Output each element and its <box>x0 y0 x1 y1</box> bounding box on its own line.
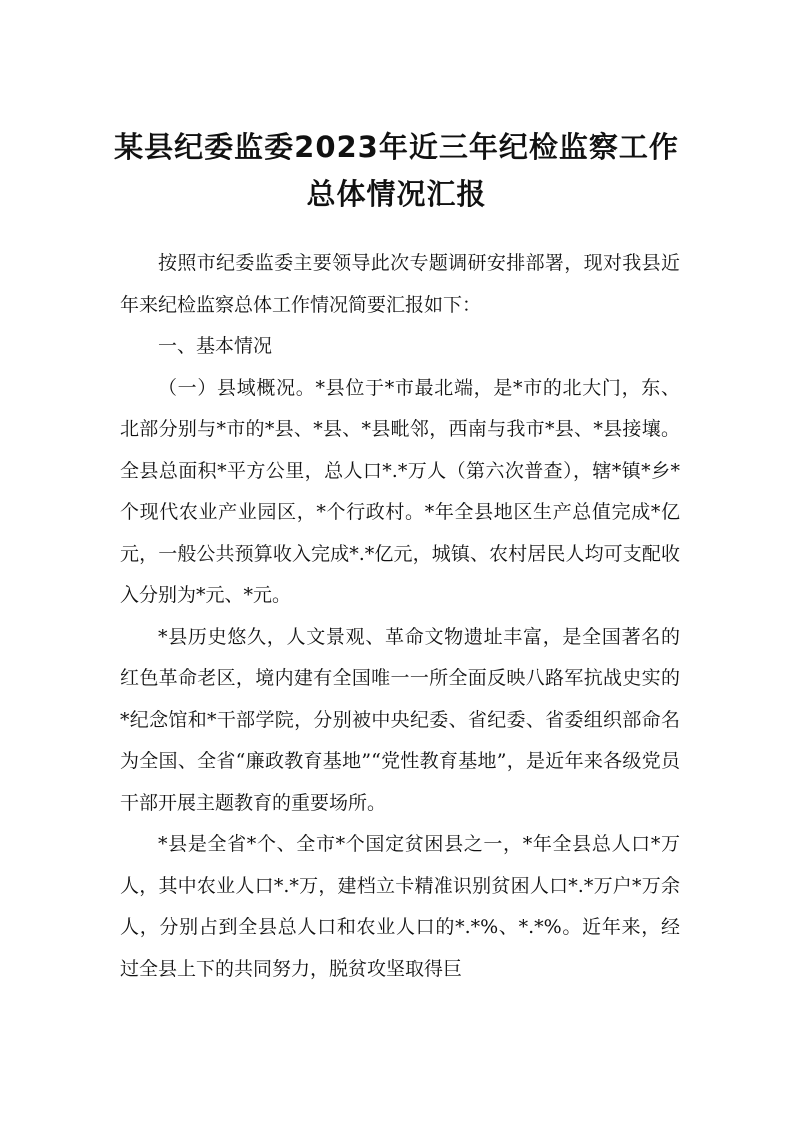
intro-paragraph: 按照市纪委监委主要领导此次专题调研安排部署，现对我县近年来纪检监察总体工作情况简要汇报如下： <box>120 252 680 316</box>
document-body <box>120 243 680 990</box>
document-title-line-2: 总体情况汇报 <box>306 177 487 211</box>
section-heading-basic-situation: 一、基本情况 <box>158 335 273 357</box>
county-overview-paragraph: （一）县域概况。*县位于*市最北端，是*市的北大门，东、北部分别与*市的*县、*县、*县毗邻，西南与我市*县、*县接壤。全县总面积*平方公里，总人口*.*万人（第六次普查），辖*镇*乡*个现代农业产业园区，*个行政村。*年全县地区生产总值完成*亿元，一般公共预算收入完成*.*亿元，城镇、农村居民人均可支配收入分别为*元、*元。 <box>120 376 680 606</box>
poverty-paragraph: *县是全省*个、全市*个国定贫困县之一，*年全县总人口*万人，其中农业人口*.*万，建档立卡精准识别贫困人口*.*万户*万余人，分别占到全县总人口和农业人口的*.*%、*.*%。近年来，经过全县上下的共同努力，脱贫攻坚取得巨 <box>120 833 680 980</box>
county-history-paragraph: *县历史悠久，人文景观、革命文物遗址丰富，是全国著名的红色革命老区，境内建有全国唯一一所全面反映八路军抗战史实的*纪念馆和*干部学院，分别被中央纪委、省纪委、省委组织部命名为全国、全省“廉政教育基地”“党性教育基地”，是近年来各级党员干部开展主题教育的重要场所。 <box>120 625 680 814</box>
document-title-line-1: 某县纪委监委2023年近三年纪检监察工作 <box>114 130 679 164</box>
